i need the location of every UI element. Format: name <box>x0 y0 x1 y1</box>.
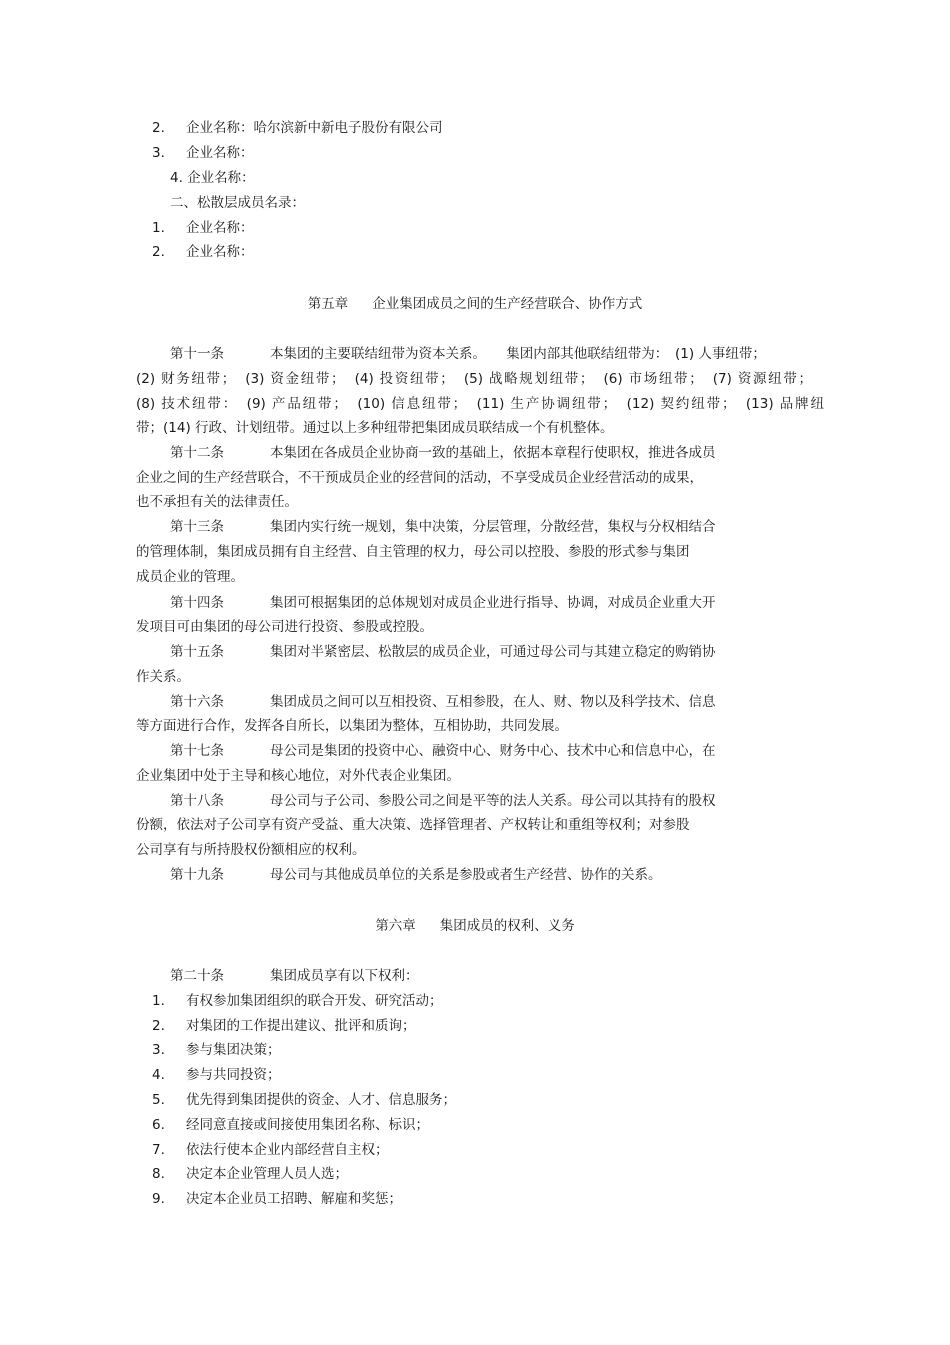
article-label: 第十二条 <box>170 445 224 461</box>
list-text: 决定本企业管理人员人选； <box>186 1166 348 1182</box>
list-text: 依法行使本企业内部经营自主权； <box>186 1142 389 1158</box>
article-line: 也不承担有关的法律责任。 <box>136 494 298 510</box>
chapter-label: 第五章 <box>307 296 349 312</box>
list-text: 对集团的工作提出建议、批评和质询； <box>186 1018 416 1034</box>
article-first-line <box>170 443 716 463</box>
list-number: 2. <box>152 120 165 136</box>
list-item <box>152 1140 389 1160</box>
list-text: 决定本企业员工招聘、解雇和奖惩； <box>186 1191 402 1207</box>
list-number: 1. <box>152 220 165 236</box>
list-item <box>152 118 443 138</box>
list-number: 6. <box>152 1117 165 1133</box>
article-first-line <box>170 642 716 662</box>
article-first-line <box>170 593 716 613</box>
article-text: 母公司与子公司、参股公司之间是平等的法人关系。母公司以其持有的股权 <box>270 793 716 809</box>
article-line: 份额，依法对子公司享有资产受益、重大决策、选择管理者、产权转让和重组等权利；对参股 <box>136 817 690 833</box>
article-first-line <box>170 741 716 761</box>
article-label: 第十五条 <box>170 644 224 660</box>
list-number: 8. <box>152 1166 165 1182</box>
list-number: 4. <box>152 1067 165 1083</box>
chapter-heading <box>0 294 950 314</box>
article-line: 的管理体制，集团成员拥有自主经营、自主管理的权力，母公司以控股、参股的形式参与集团 <box>136 544 690 560</box>
article-label: 第十三条 <box>170 519 224 535</box>
article-label: 第二十条 <box>170 968 224 984</box>
chapter-title: 企业集团成员之间的生产经营联合、协作方式 <box>372 296 643 312</box>
list-text: 企业名称： <box>187 170 255 186</box>
list-item <box>152 1115 429 1135</box>
list-number: 3. <box>152 145 165 161</box>
article-text: 集团对半紧密层、松散层的成员企业，可通过母公司与其建立稳定的购销协 <box>270 644 716 660</box>
article-first-line <box>170 966 419 986</box>
chapter-heading <box>0 916 950 936</box>
article-label: 第十四条 <box>170 595 224 611</box>
article-line: (2) 财务纽带； (3) 资金纽带； (4) 投资纽带； (5) 战略规划纽带； (6) 市场纽带； (7) 资源纽带； <box>136 371 812 387</box>
article-text: 母公司是集团的投资中心、融资中心、财务中心、技术中心和信息中心，在 <box>270 743 716 759</box>
list-text: 企业名称： <box>186 220 254 236</box>
article-label: 第十六条 <box>170 694 224 710</box>
list-number: 9. <box>152 1191 165 1207</box>
article-line: 公司享有与所持股权份额相应的权利。 <box>136 842 366 858</box>
chapter-title: 集团成员的权利、义务 <box>439 918 575 934</box>
article-text: 集团成员享有以下权利： <box>270 968 419 984</box>
list-number: 1. <box>152 993 165 1009</box>
list-text: 参与集团决策； <box>186 1042 281 1058</box>
article-text: 本集团的主要联结纽带为资本关系。 集团内部其他联结纽带为： (1) 人事纽带； <box>270 346 766 362</box>
list-item <box>152 1090 456 1110</box>
list-text: 企业名称： <box>186 145 254 161</box>
article-text: 集团内实行统一规划，集中决策，分层管理，分散经营，集权与分权相结合 <box>270 519 716 535</box>
list-item <box>152 1189 402 1209</box>
article-line: (8) 技术纽带： (9) 产品纽带； (10) 信息纽带； (11) 生产协调纽带； (12) 契约纽带； (13) 品牌纽 <box>136 396 824 412</box>
article-label: 第十一条 <box>170 346 224 362</box>
list-text: 参与共同投资； <box>186 1067 281 1083</box>
article-text: 集团可根据集团的总体规划对成员企业进行指导、协调，对成员企业重大开 <box>270 595 716 611</box>
article-first-line <box>170 517 716 537</box>
list-text: 优先得到集团提供的资金、人才、信息服务； <box>186 1092 456 1108</box>
list-text: 有权参加集团组织的联合开发、研究活动； <box>186 993 443 1009</box>
list-number: 3. <box>152 1042 165 1058</box>
list-number: 5. <box>152 1092 165 1108</box>
article-text: 集团成员之间可以互相投资、互相参股，在人、财、物以及科学技术、信息 <box>270 694 716 710</box>
list-text: 经同意直接或间接使用集团名称、标识； <box>186 1117 429 1133</box>
list-item <box>152 242 254 262</box>
list-number: 4. <box>170 170 183 186</box>
list-item <box>152 143 254 163</box>
article-label: 第十七条 <box>170 743 224 759</box>
article-text: 本集团在各成员企业协商一致的基础上，依据本章程行使职权，推进各成员 <box>270 445 716 461</box>
section-heading: 二、松散层成员名录： <box>170 195 305 211</box>
article-line: 企业集团中处于主导和核心地位，对外代表企业集团。 <box>136 768 460 784</box>
list-item <box>152 1164 348 1184</box>
list-item <box>152 1065 281 1085</box>
article-text: 母公司与其他成员单位的关系是参股或者生产经营、协作的关系。 <box>270 867 662 883</box>
list-item <box>152 1016 416 1036</box>
list-number: 7. <box>152 1142 165 1158</box>
list-text: 企业名称： <box>186 244 254 260</box>
article-label: 第十八条 <box>170 793 224 809</box>
list-text: 企业名称：哈尔滨新中新电子股份有限公司 <box>186 120 443 136</box>
list-item <box>152 991 443 1011</box>
article-first-line <box>170 692 716 712</box>
list-number: 2. <box>152 1018 165 1034</box>
article-line: 成员企业的管理。 <box>136 569 244 585</box>
article-first-line <box>170 344 766 364</box>
article-line: 等方面进行合作，发挥各自所长，以集团为整体，互相协助，共同发展。 <box>136 718 568 734</box>
article-line: 带；(14) 行政、计划纽带。通过以上多种纽带把集团成员联结成一个有机整体。 <box>136 420 614 436</box>
article-line: 企业之间的生产经营联合，不干预成员企业的经营间的活动，不享受成员企业经营活动的成果， <box>136 470 703 486</box>
list-item <box>152 1040 281 1060</box>
article-first-line <box>170 791 716 811</box>
article-first-line <box>170 865 662 885</box>
list-item <box>152 218 254 238</box>
chapter-label: 第六章 <box>375 918 416 934</box>
article-line: 发项目可由集团的母公司进行投资、参股或控股。 <box>136 619 433 635</box>
list-number: 2. <box>152 244 165 260</box>
article-line: 作关系。 <box>136 669 190 685</box>
article-label: 第十九条 <box>170 867 224 883</box>
list-item <box>170 168 255 188</box>
